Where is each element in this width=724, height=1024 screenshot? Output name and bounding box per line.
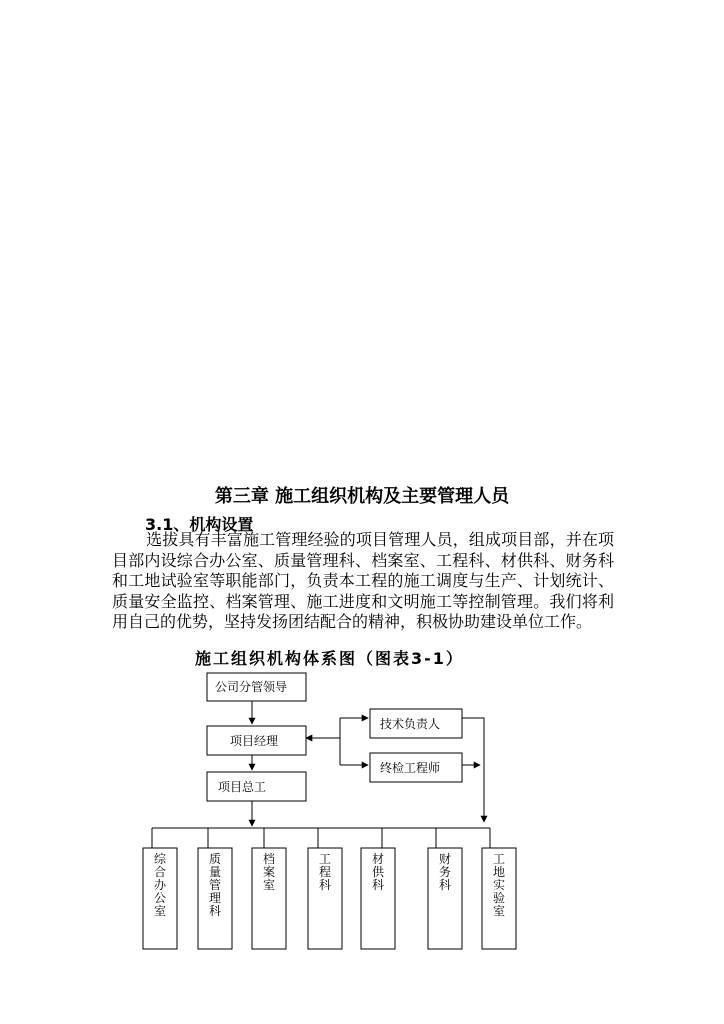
department-label: 工程科 <box>318 852 332 892</box>
diagram-caption: 施工组织机构体系图（图表3-1） <box>195 649 464 668</box>
chapter-title: 第三章 施工组织机构及主要管理人员 <box>214 486 510 507</box>
department-label: 财务科 <box>438 852 452 892</box>
department-label: 档案室 <box>262 852 276 892</box>
final-inspector-box <box>370 753 462 782</box>
company-leader-box <box>207 673 306 701</box>
department-label: 材供科 <box>371 852 385 892</box>
company-leader-label: 公司分管领导 <box>215 680 288 694</box>
project-manager-box <box>207 726 306 755</box>
department-label: 工地实验室 <box>492 852 506 918</box>
department-label: 质量管理科 <box>208 852 222 918</box>
chief-engineer-label: 项目总工 <box>218 780 267 794</box>
technical-lead-box <box>370 709 462 738</box>
department-label: 综合办公室 <box>153 852 167 918</box>
department-boxes <box>143 828 516 949</box>
section-heading: 3.1、机构设置 <box>145 515 254 534</box>
technical-lead-label: 技术负责人 <box>380 717 441 731</box>
paragraph-text: 选拔具有丰富施工管理经验的项目管理人员，组成项目部，并在项目部内设综合办公室、质量管理科、档案室、工程科、材供科、财务科和工地试验室等职能部门，负责本工程的施工调度与生产、计划统计、质量安全监控、档案管理、施工进度和文明施工等控制管理。我们将利用自己的优势，坚持发扬团结配合的精神，积极协助建设单位工作。 <box>112 530 614 631</box>
final-inspector-label: 终检工程师 <box>380 761 441 775</box>
arrow-technical-to-lab <box>462 718 484 822</box>
project-manager-label: 项目经理 <box>230 734 279 748</box>
chief-engineer-box <box>207 772 306 801</box>
